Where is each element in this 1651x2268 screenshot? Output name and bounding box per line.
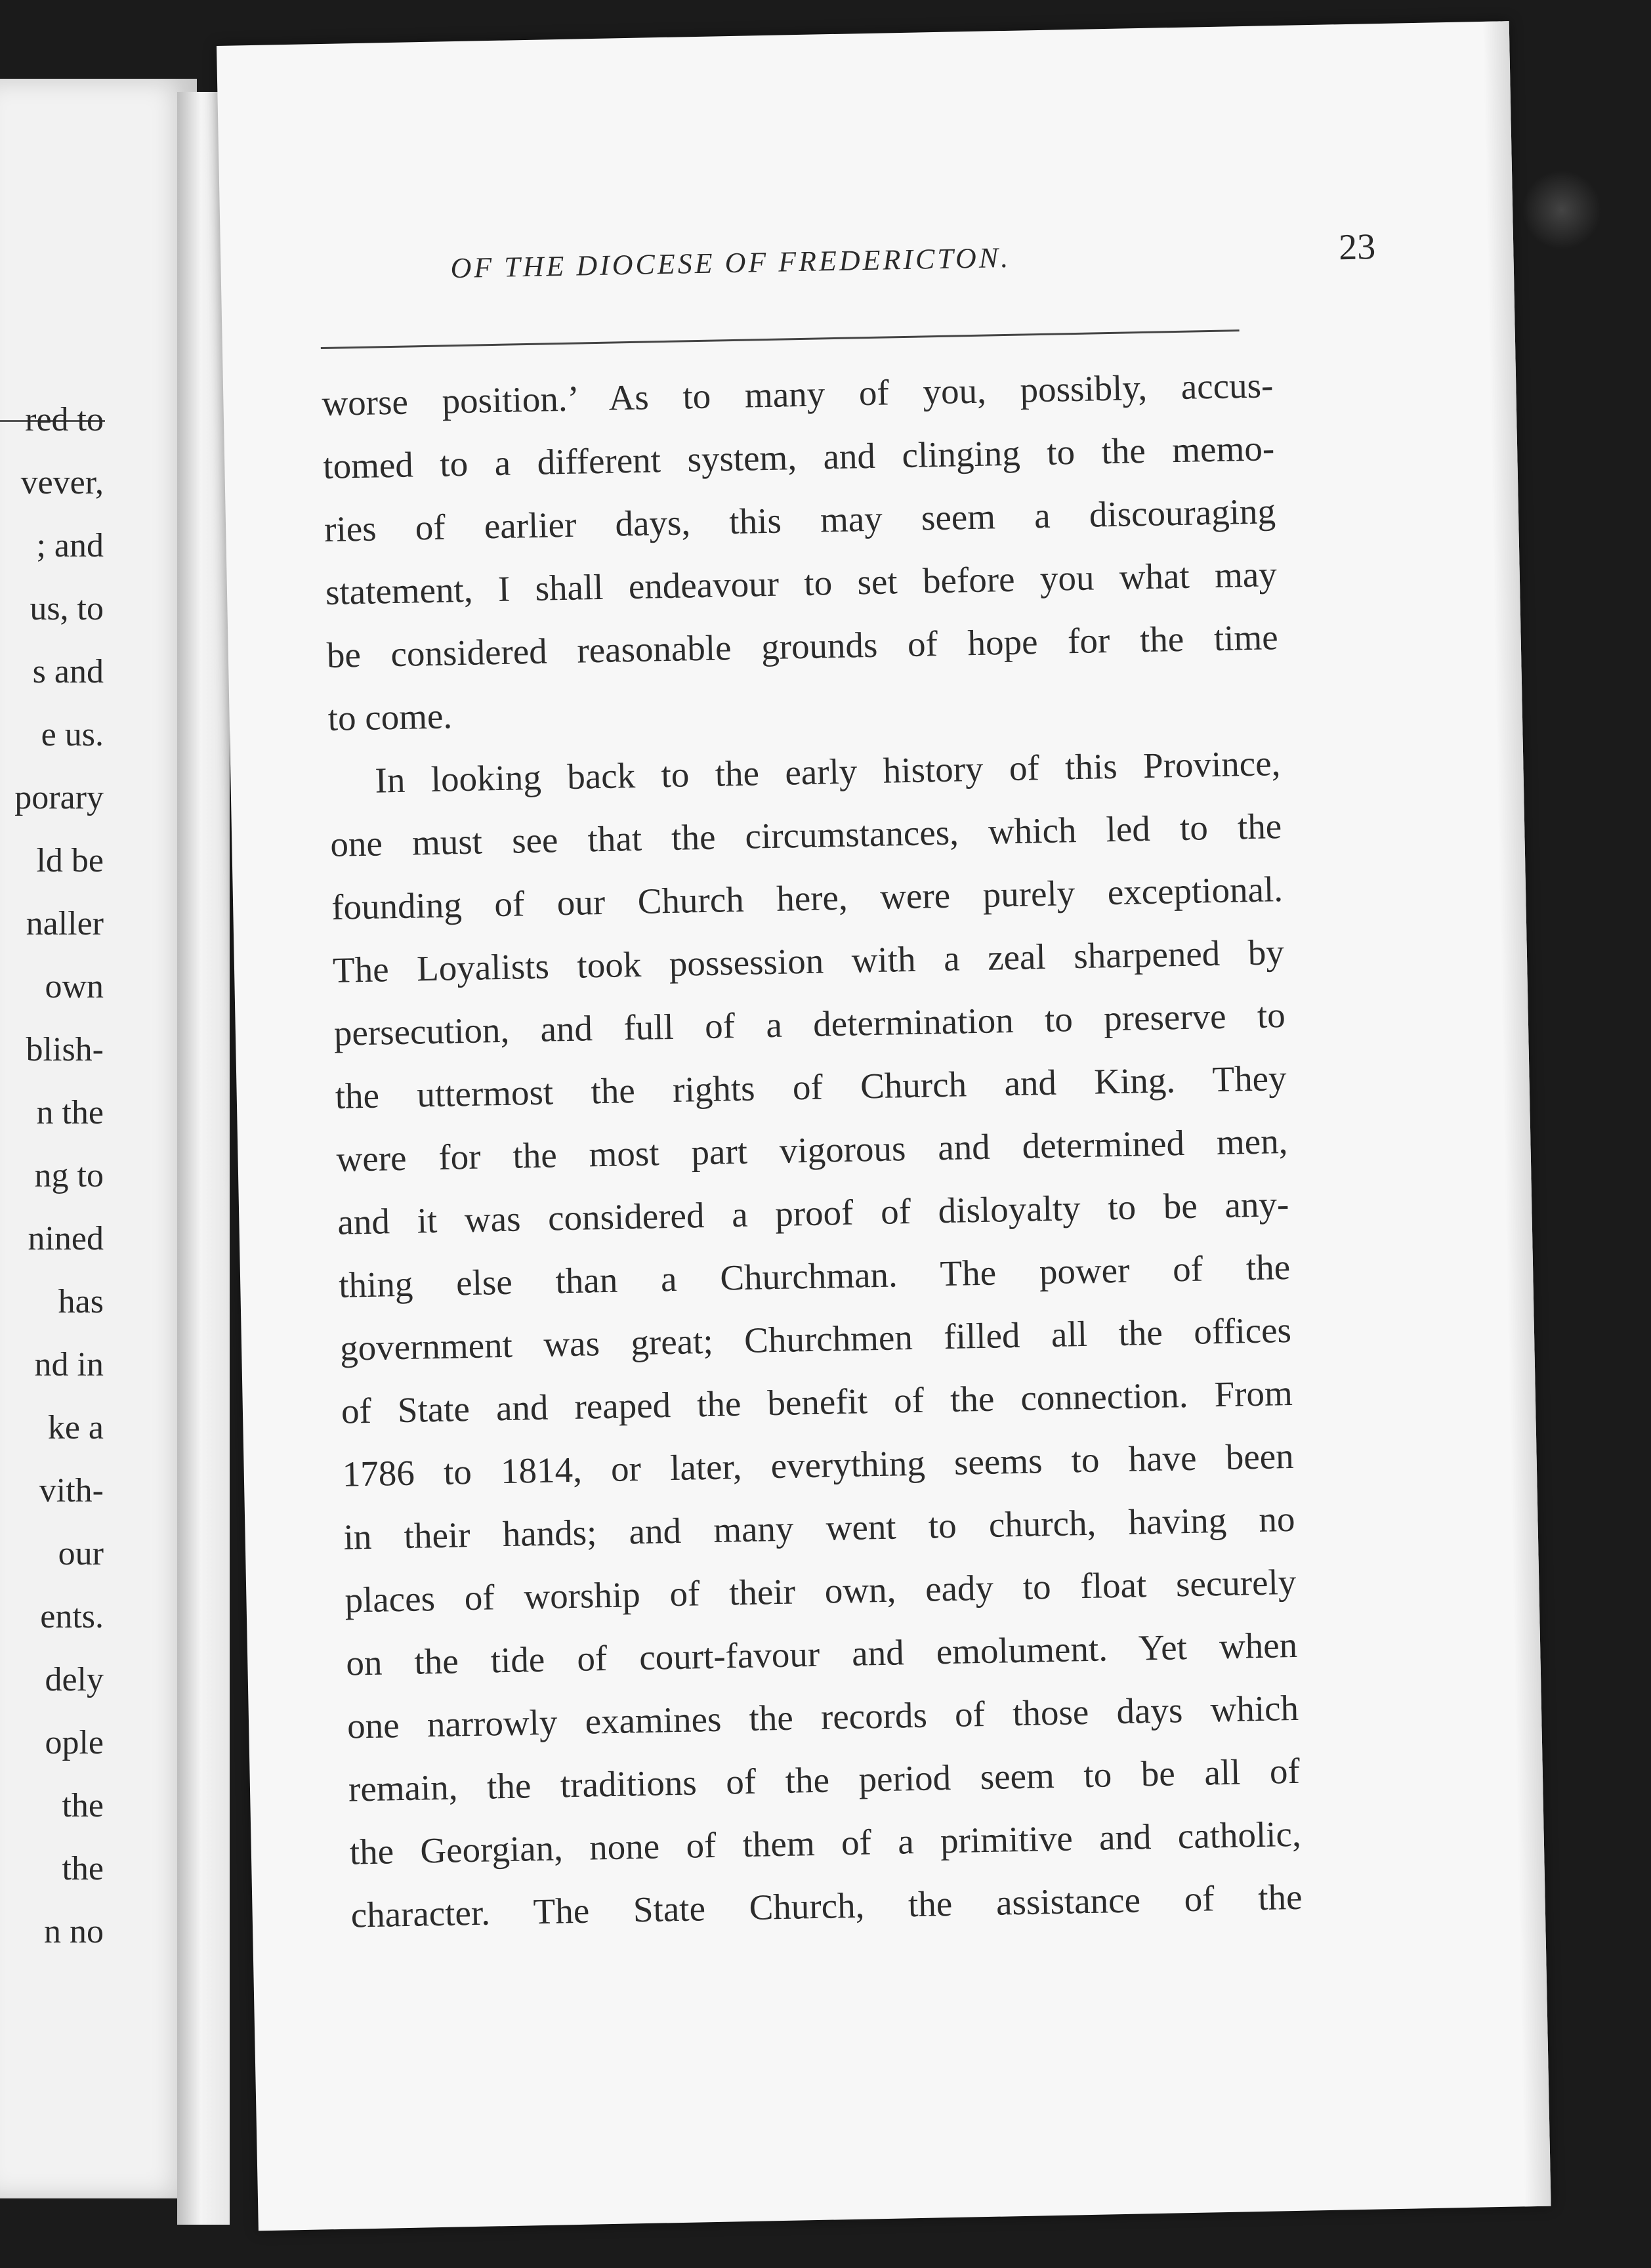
text-line: tomed to a different system, and clinging to the memo- <box>322 428 1275 486</box>
left-facing-page <box>0 79 197 2198</box>
left-page-line-fragment: ople <box>45 1724 104 1761</box>
main-page <box>217 21 1551 2231</box>
text-line: worse position.’ As to many of you, possibly, accus- <box>321 365 1274 424</box>
left-page-line-fragment: the <box>62 1850 104 1887</box>
left-page-line-fragment: ke a <box>47 1409 104 1446</box>
left-page-line-fragment: porary <box>14 779 104 816</box>
text-line: founding of our Church here, were purely exceptional. <box>331 869 1284 927</box>
text-line: to come. <box>327 696 453 738</box>
text-line: one must see that the circumstances, which led to the <box>329 806 1282 864</box>
text-line: the Georgian, none of them of a primitive and catholic, <box>349 1813 1302 1872</box>
text-line: In looking back to the early history of this Province, <box>374 743 1281 801</box>
text-line: places of worship of their own, eady to float securely <box>344 1561 1297 1620</box>
left-page-line-fragment: e us. <box>41 716 104 753</box>
text-line: one narrowly examines the records of those days which <box>346 1687 1299 1746</box>
left-page-line-fragment: vith- <box>39 1472 104 1509</box>
text-line: were for the most part vigorous and determined men, <box>336 1120 1288 1179</box>
left-page-line-fragment: n the <box>36 1094 104 1131</box>
left-page-line-fragment: red to <box>25 401 104 438</box>
page-header <box>358 220 1390 306</box>
left-page-line-fragment: n no <box>44 1913 104 1950</box>
text-line: on the tide of court-favour and emolument. Yet when <box>345 1624 1298 1683</box>
left-page-line-fragment: vever, <box>20 464 104 501</box>
text-line: and it was considered a proof of disloyalty to be any- <box>337 1183 1289 1242</box>
text-line: in their hands; and many went to church, having no <box>343 1498 1295 1557</box>
text-line: statement, I shall endeavour to set before you what may <box>325 554 1278 612</box>
page-number: 23 <box>1338 226 1376 268</box>
left-page-line-fragment: nined <box>28 1220 104 1257</box>
left-page-line-fragment: dely <box>45 1661 104 1698</box>
left-page-line-fragment: the <box>62 1787 104 1824</box>
text-line: of State and reaped the benefit of the connection. From <box>341 1372 1293 1431</box>
left-page-line-fragment: has <box>58 1283 104 1320</box>
left-page-line-fragment: us, to <box>30 590 104 627</box>
text-line: persecution, and full of a determination to preserve to <box>333 995 1286 1053</box>
text-line: government was great; Churchmen filled all the offices <box>339 1309 1292 1368</box>
left-page-line-fragment: naller <box>26 905 104 942</box>
left-page-line-fragment: blish- <box>26 1031 104 1068</box>
left-page-line-fragment: ld be <box>36 842 104 879</box>
running-head: OF THE DIOCESE OF FREDERICTON. <box>450 241 1011 285</box>
text-line: thing else than a Churchman. The power of the <box>338 1246 1291 1305</box>
text-line: the uttermost the rights of Church and King. They <box>335 1057 1287 1116</box>
text-line: 1786 to 1814, or later, everything seems to have been <box>342 1435 1295 1494</box>
left-page-line-fragment: s and <box>32 653 104 690</box>
text-line: ries of earlier days, this may seem a discouraging <box>324 491 1276 549</box>
book-gutter <box>177 92 230 2225</box>
left-page-text <box>0 79 112 2198</box>
left-page-line-fragment: ents. <box>40 1598 104 1635</box>
text-line: be considered reasonable grounds of hope for the time <box>326 617 1279 675</box>
left-page-line-fragment: nd in <box>34 1346 104 1383</box>
left-page-line-fragment: ng to <box>34 1157 104 1194</box>
left-page-line-fragment: ; and <box>36 527 104 564</box>
text-line: The Loyalists took possession with a zeal sharpened by <box>332 932 1285 990</box>
body-text <box>322 354 1303 1946</box>
text-line: character. The State Church, the assistance of the <box>350 1876 1303 1935</box>
left-page-line-fragment: own <box>45 968 104 1005</box>
left-page-line-fragment: our <box>58 1535 104 1572</box>
text-line: remain, the traditions of the period seem to be all of <box>348 1750 1301 1809</box>
header-rule <box>321 329 1240 349</box>
